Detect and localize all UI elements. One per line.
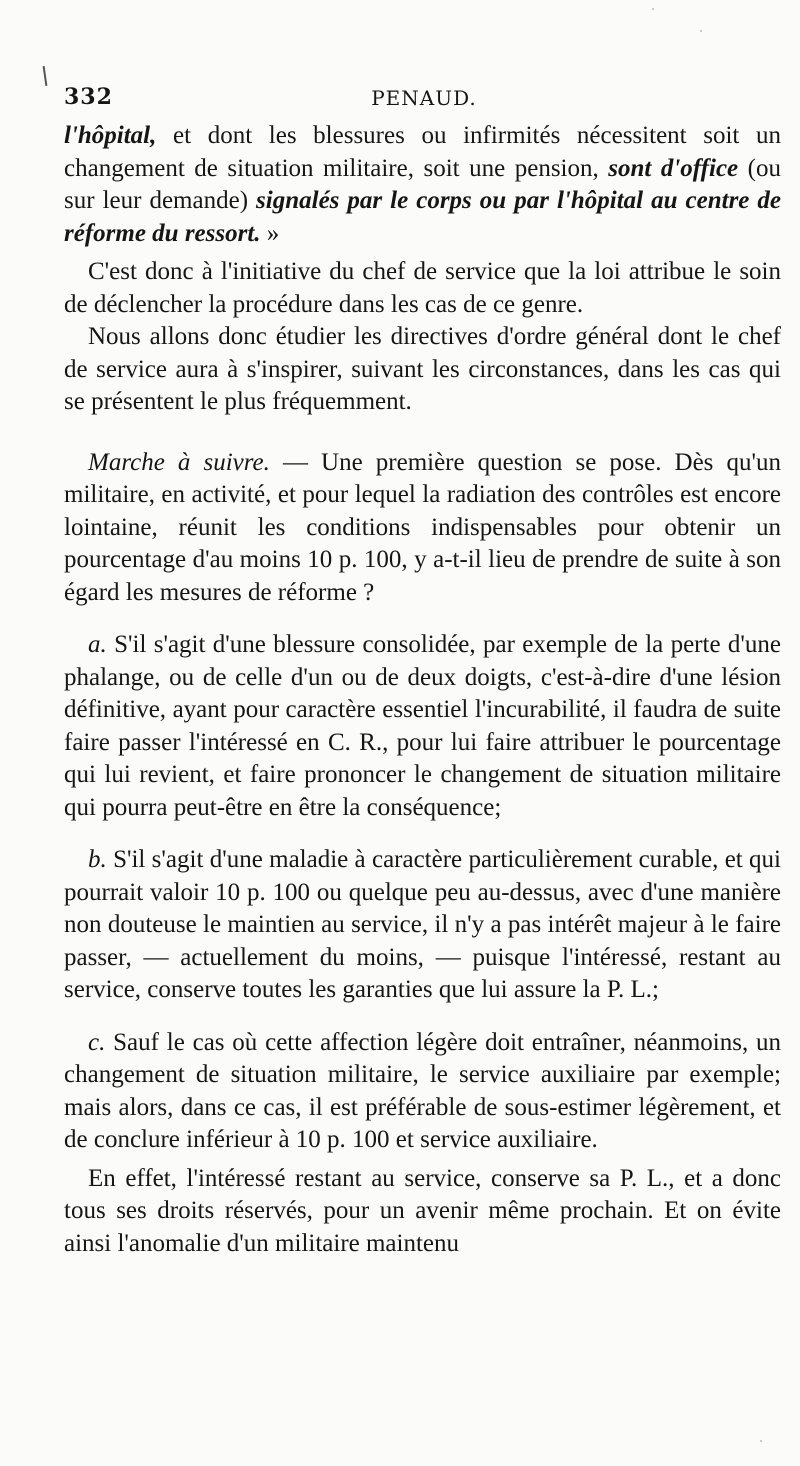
paragraph-initiative: C'est donc à l'initiative du chef de service que la loi attribue le soin de déclencher la procédure dans les cas de ce genre. (64, 258, 781, 318)
page-header (64, 80, 784, 116)
paragraph-text: S'il s'agit d'une maladie à caractère particulièrement curable, et qui pourrait valoir 10 p. 100 ou quelque peu au-dessus, avec d'une manière non douteuse le maintien au service, il n'y a pas intérêt majeur à le faire passer, — actuellement du moins, — puisque l'intéressé, restant au service, conserve toutes les garanties que lui assure la P. L.; (64, 846, 781, 1003)
paragraph-en-effet: En effet, l'intéressé restant au service, conserve sa P. L., et a donc tous ses droits réservés, pour un avenir même prochain. Et on évite ainsi l'anomalie d'un militaire maintenu (64, 1164, 781, 1257)
paragraph-directives: Nous allons donc étudier les directives d'ordre général dont le chef de service aura à s'inspirer, suivant les circonstances, dans les cas qui se présentent le plus fréquemment. (64, 323, 781, 415)
case-letter: c. (88, 1028, 106, 1056)
paragraph-text: et dont les blessures ou infirmités nécessitent soit un changement de situation militaire, soit une pension, (64, 122, 781, 182)
running-head: PENAUD. (371, 86, 477, 110)
italic-text: sont d'office (608, 154, 739, 182)
italic-text: l'hôpital, (64, 122, 157, 149)
paragraph-text: (ou sur leur demande) (64, 154, 781, 214)
paragraph-case-b (64, 844, 781, 1007)
paragraph-marche-a-suivre (64, 447, 781, 610)
paragraph-quote-end (64, 120, 781, 250)
paper-speck (700, 30, 702, 32)
paragraph-text: S'il s'agit d'une blessure consolidée, par exemple de la perte d'une phalange, ou de celle d'un ou de deux doigts, c'est-à-dire d'une lésion définitive, ayant pour caractère essentiel l'incurabilité, il faudra de suite faire passer l'intéressé en C. R., pour lui faire attribuer le pourcentage qui lui revient, et faire prononcer le changement de situation militaire qui pourra peut-être en être la conséquence; (64, 631, 781, 821)
paper-speck (760, 1440, 762, 1442)
margin-pencil-mark (43, 66, 48, 86)
paragraph-text: Sauf le cas où cette affection légère doit entraîner, néanmoins, un changement de situation militaire, le service auxiliaire par exemple; mais alors, dans ce cas, il est préférable de sous-estimer légèrement, et de conclure inférieur à 10 p. 100 et service auxiliaire. (64, 1028, 781, 1153)
body-text (64, 120, 781, 1260)
paragraph-case-a (64, 629, 781, 824)
italic-text: signalés par le corps ou par l'hôpital au centre de réforme du ressort. (64, 187, 782, 247)
closing-quote: » (260, 219, 280, 247)
paragraph-case-c (64, 1027, 781, 1157)
paper-speck (652, 8, 654, 10)
page-number: 332 (64, 84, 113, 110)
case-letter: a. (88, 631, 107, 658)
section-title: Marche à suivre. (88, 448, 270, 476)
paragraph-text: — Une première question se pose. Dès qu'un militaire, en activité, et pour lequel la radiation des contrôles est encore lointaine, réunit les conditions indispensables pour obtenir un pourcentage d'au moins 10 p. 100, y a-t-il lieu de prendre de suite à son égard les mesures de réforme ? (64, 448, 781, 606)
case-letter: b. (88, 846, 107, 873)
